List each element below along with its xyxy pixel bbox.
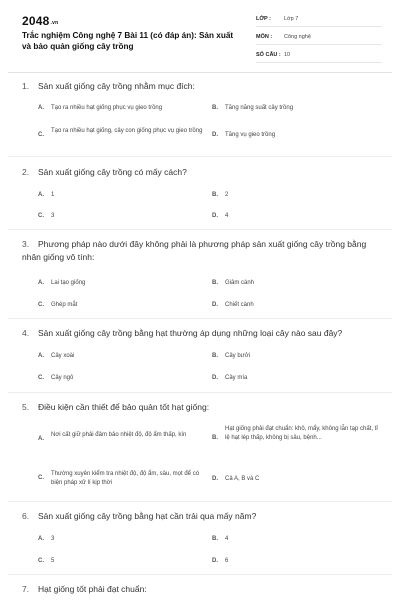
question-number: 2. <box>22 167 30 177</box>
option-text: 4 <box>225 536 229 542</box>
question-separator <box>8 392 392 393</box>
option-text: Lai tạo giống <box>51 280 86 286</box>
option-letter: A. <box>38 105 44 111</box>
option-letter: D. <box>212 375 218 381</box>
option-text: Tăng vụ gieo trồng <box>225 132 276 138</box>
question-stem <box>22 583 382 596</box>
question-text: Phương pháp nào dưới đây không phải là phương pháp sản xuất giống cây trồng bằng nhân giống vô tính: <box>22 239 367 262</box>
option-text: 2 <box>225 192 229 198</box>
meta-value: Công nghệ <box>284 34 311 40</box>
option-text: Giâm cành <box>225 280 255 286</box>
option-text: 6 <box>225 558 229 564</box>
option-text: Ghép mắt <box>51 302 78 308</box>
question-number: 7. <box>22 584 30 594</box>
option-text: Tạo ra nhiều hạt giống, cây con giống phục vụ gieo trồng <box>51 128 203 134</box>
option-text: 4 <box>225 213 229 219</box>
question-stem <box>22 238 377 264</box>
option-letter: C. <box>38 213 44 219</box>
question-number: 3. <box>22 239 30 249</box>
option-letter: D. <box>212 476 218 482</box>
option-letter: C. <box>38 375 44 381</box>
option-text: Tạo ra nhiều hạt giống phục vụ gieo trồng <box>51 105 163 111</box>
logo-main: 2048 <box>22 14 50 28</box>
option-letter: B. <box>212 353 218 359</box>
meta-value: Lớp 7 <box>284 16 299 22</box>
meta-row-subject <box>256 30 382 45</box>
option-text: Tăng năng suất cây trồng <box>225 105 294 111</box>
question-stem <box>22 327 387 340</box>
option-text: 5 <box>51 558 55 564</box>
option-text: 3 <box>51 213 55 219</box>
option-letter: B. <box>212 536 218 542</box>
question-text: Hạt giống tốt phải đạt chuẩn: <box>38 584 147 594</box>
question-stem <box>22 166 382 179</box>
option-text: Nơi cất giữ phải đảm bảo nhiệt độ, độ ẩm thấp, kín <box>51 432 187 438</box>
option-letter: C. <box>38 558 44 564</box>
meta-label: LỚP : <box>256 16 271 22</box>
option-letter: D. <box>212 302 218 308</box>
question-separator <box>8 501 392 502</box>
question-stem <box>22 80 382 93</box>
question-text: Sản xuất giống cây trồng nhằm mục đích: <box>38 81 195 91</box>
document-header <box>0 0 400 70</box>
option-letter: B. <box>212 435 218 441</box>
option-letter: A. <box>38 280 44 286</box>
option-text: Thường xuyên kiểm tra nhiệt độ, độ ẩm, sâu, mọt để có biện pháp xử lí kịp thời <box>51 471 200 486</box>
option-letter: A. <box>38 353 44 359</box>
question-stem <box>22 401 382 414</box>
meta-info <box>256 12 382 66</box>
question-separator <box>8 229 392 230</box>
option-letter: C. <box>38 132 44 138</box>
option-text: 3 <box>51 536 55 542</box>
option-text: Cả A, B và C <box>225 476 260 482</box>
meta-row-count <box>256 48 382 63</box>
question-text: Điều kiện cần thiết để bảo quản tốt hạt giống: <box>38 402 210 412</box>
option-letter: D. <box>212 132 218 138</box>
question-separator <box>8 318 392 319</box>
question-text: Sản xuất giống cây trồng bằng hạt thường áp dụng những loại cây nào sau đây? <box>38 328 343 338</box>
option-text: Cây mía <box>225 375 248 381</box>
logo-suffix: .vn <box>50 20 59 26</box>
header-divider <box>8 72 392 73</box>
option-letter: B. <box>212 280 218 286</box>
option-text: 1 <box>51 192 55 198</box>
option-letter: A. <box>38 436 44 442</box>
option-letter: C. <box>38 475 44 481</box>
meta-value: 10 <box>284 52 291 58</box>
option-text: Hạt giống phải đạt chuẩn: khô, mẩy, không lẫn tạp chất, tỉ lệ hạt lép thấp, không bị sâu, bệnh... <box>225 426 378 441</box>
option-text: Cây xoài <box>51 353 75 359</box>
meta-row-class <box>256 12 382 27</box>
question-separator <box>8 574 392 575</box>
option-letter: B. <box>212 105 218 111</box>
question-number: 1. <box>22 81 30 91</box>
question-number: 6. <box>22 511 30 521</box>
question-text: Sản xuất giống cây trồng có mấy cách? <box>38 167 187 177</box>
meta-label: MÔN : <box>256 34 273 40</box>
question-number: 4. <box>22 328 30 338</box>
question-stem <box>22 510 382 523</box>
option-letter: A. <box>38 192 44 198</box>
option-letter: A. <box>38 536 44 542</box>
question-separator <box>8 156 392 157</box>
site-logo[interactable] <box>22 14 58 28</box>
option-letter: B. <box>212 192 218 198</box>
meta-label: SỐ CÂU : <box>256 52 281 58</box>
option-text: Chiết cành <box>225 302 254 308</box>
question-text: Sản xuất giống cây trồng bằng hạt cần trải qua mấy năm? <box>38 511 257 521</box>
option-letter: C. <box>38 302 44 308</box>
option-text: Cây bưởi <box>225 353 250 359</box>
question-number: 5. <box>22 402 30 412</box>
option-letter: D. <box>212 213 218 219</box>
document-title: Trắc nghiệm Công nghệ 7 Bài 11 (có đáp án): Sản xuất và bảo quản giống cây trồng <box>22 31 234 51</box>
option-text: Cây ngô <box>51 375 74 381</box>
option-letter: D. <box>212 558 218 564</box>
